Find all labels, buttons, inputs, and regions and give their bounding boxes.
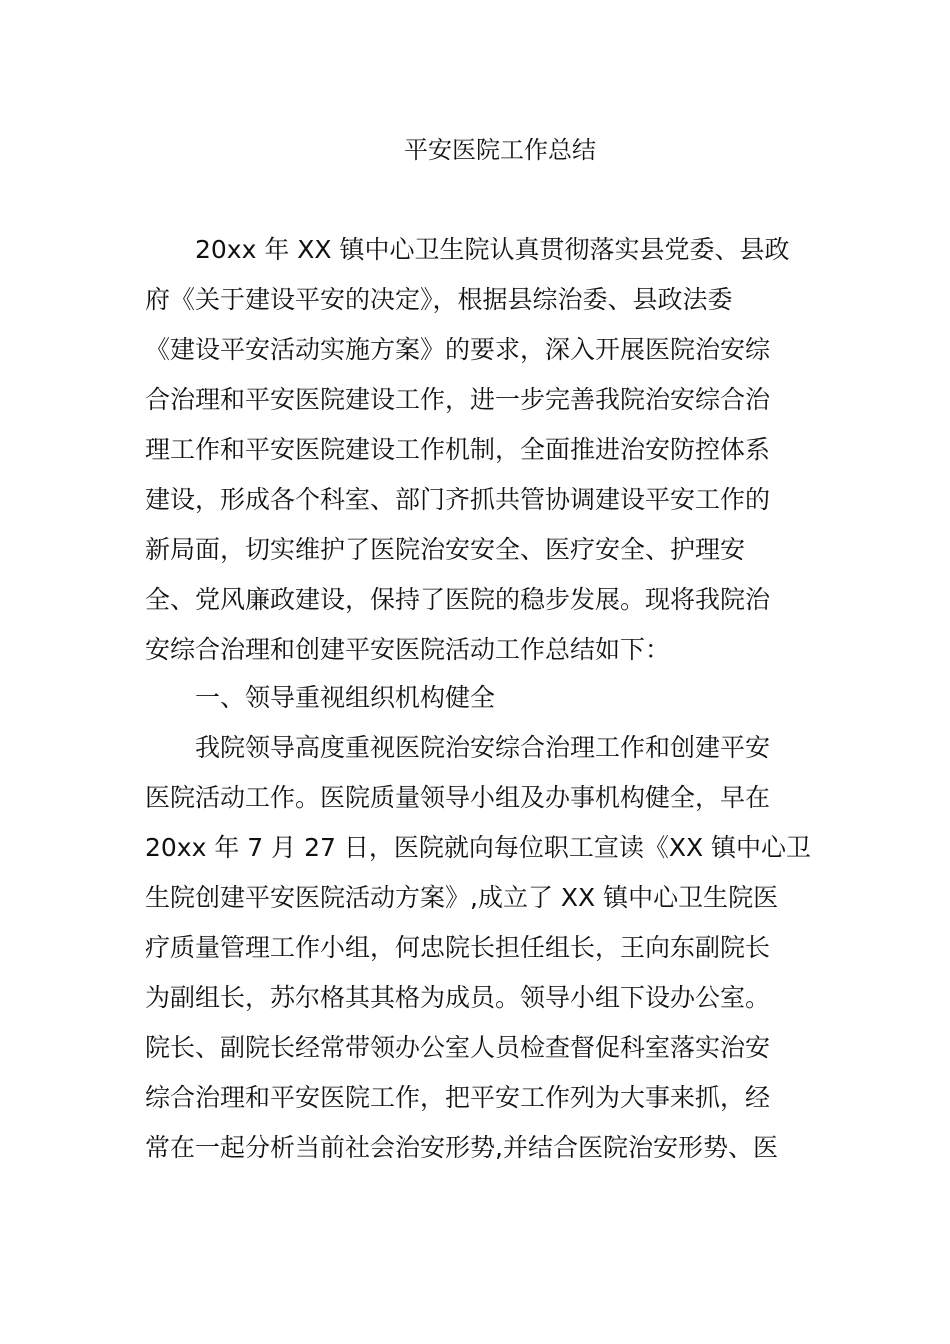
body-line: 我院领导高度重视医院治安综合治理工作和创建平安 [145,733,771,762]
body-line: 全、党风廉政建设，保持了医院的稳步发展。现将我院治 [145,585,771,614]
body-line: 府《关于建设平安的决定》，根据县综治委、县政法委 [145,285,733,314]
body-line: 安综合治理和创建平安医院活动工作总结如下： [145,635,671,664]
body-line: 综合治理和平安医院工作，把平安工作列为大事来抓，经 [145,1083,771,1112]
body-line: 20xx 年 7 月 27 日，医院就向每位职工宣读《XX 镇中心卫 [145,833,812,862]
body-line: 《建设平安活动实施方案》的要求，深入开展医院治安综 [145,335,771,364]
body-line: 院长、副院长经常带领办公室人员检查督促科室落实治安 [145,1033,771,1062]
body-line: 疗质量管理工作小组，何忠院长担任组长，王向东副院长 [145,933,771,962]
body-line: 医院活动工作。医院质量领导小组及办事机构健全，早在 [145,783,771,812]
body-line: 理工作和平安医院建设工作机制，全面推进治安防控体系 [145,435,771,464]
body-line: 新局面，切实维护了医院治安安全、医疗安全、护理安 [145,535,746,564]
document-title: 平安医院工作总结 [404,136,596,164]
section-heading: 一、领导重视组织机构健全 [145,683,496,712]
body-line: 生院创建平安医院活动方案》,成立了 XX 镇中心卫生院医 [145,883,779,912]
body-line: 常在一起分析当前社会治安形势,并结合医院治安形势、医 [145,1133,778,1162]
body-line: 建设，形成各个科室、部门齐抓共管协调建设平安工作的 [145,485,771,514]
body-line: 为副组长，苏尔格其其格为成员。领导小组下设办公室。 [145,983,771,1012]
body-line: 合治理和平安医院建设工作，进一步完善我院治安综合治 [145,385,771,414]
body-line: 20xx 年 XX 镇中心卫生院认真贯彻落实县党委、县政 [145,235,790,264]
